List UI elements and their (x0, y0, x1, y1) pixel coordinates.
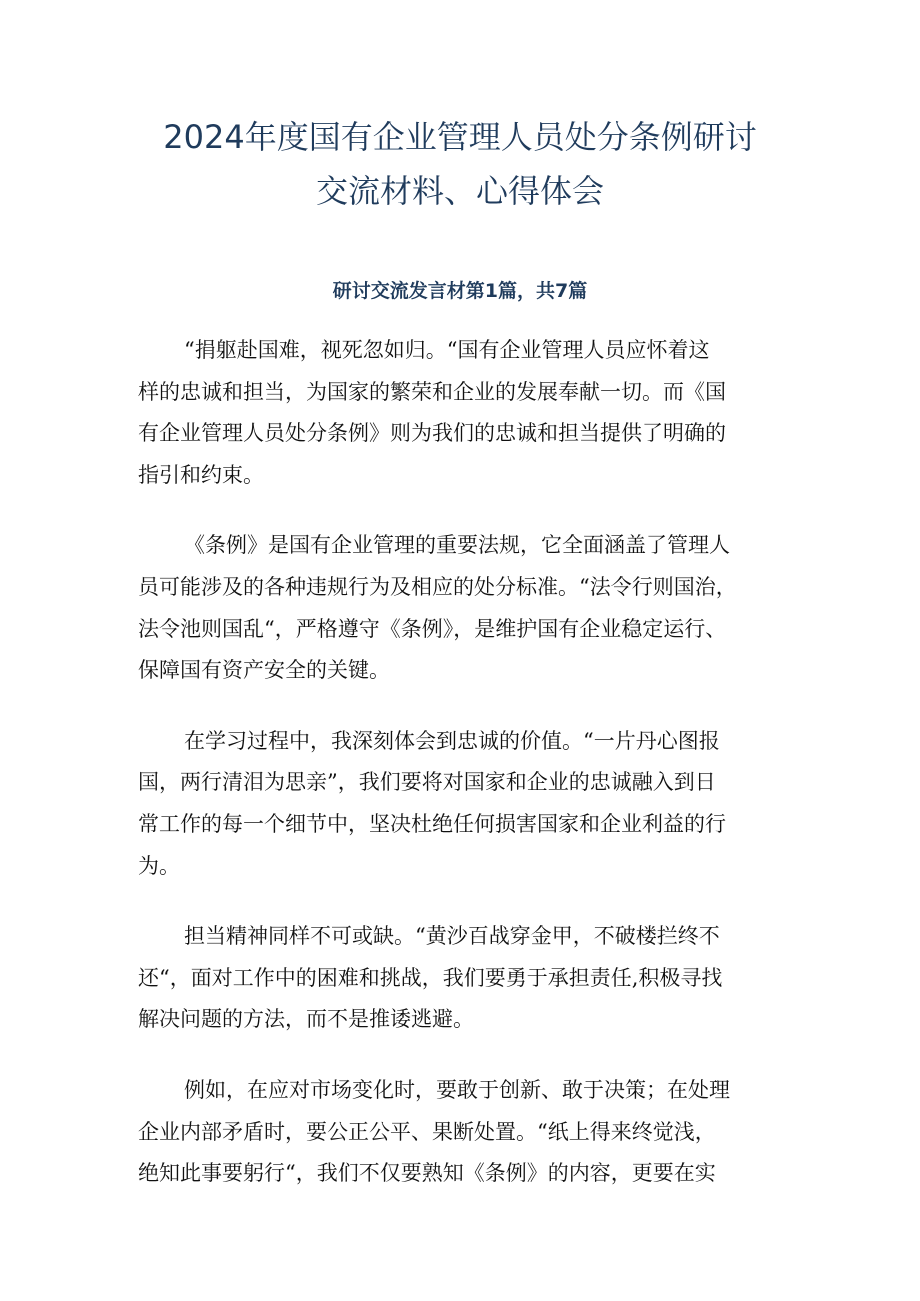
paragraph-line: 在学习过程中，我深刻体会到忠诚的价值。“一片丹心图报 (184, 728, 720, 753)
paragraph-line: 《条例》是国有企业管理的重要法规，它全面涵盖了管理人 (184, 533, 730, 558)
paragraph-line: 有企业管理人员处分条例》则为我们的忠诚和担当提供了明确的 (138, 421, 726, 446)
paragraph-line: 为。 (138, 853, 180, 878)
section-subtitle: 研讨交流发言材第1篇，共7篇 (332, 280, 588, 302)
title-line: 2024年度国有企业管理人员处分条例研讨 (163, 118, 757, 156)
document-title (0, 110, 920, 218)
paragraph (138, 1070, 798, 1195)
paragraph-line: 指引和约束。 (138, 462, 264, 487)
paragraph-line: 担当精神同样不可或缺。“黄沙百战穿金甲，不破楼拦终不 (184, 924, 720, 949)
paragraph-line: 法令池则国乱“，严格遵守《条例》，是维护国有企业稳定运行、 (138, 616, 727, 641)
paragraph-line: 样的忠诚和担当，为国家的繁荣和企业的发展奉献一切。而《国 (138, 379, 726, 404)
title-line: 交流材料、心得体会 (315, 172, 604, 210)
paragraph (138, 721, 798, 887)
paragraph-line: 企业内部矛盾时，要公正公平、果断处置。“纸上得来终觉浅， (138, 1119, 716, 1144)
paragraph-line: 解决问题的方法，而不是推诿逃避。 (138, 1007, 474, 1032)
document-body (138, 330, 798, 1224)
paragraph-line: 员可能涉及的各种违规行为及相应的处分标准。“法令行则国治， (138, 574, 737, 599)
paragraph-line: 绝知此事要躬行“，我们不仅要熟知《条例》的内容，更要在实 (138, 1161, 716, 1186)
paragraph-line: 例如，在应对市场变化时，要敢于创新、敢于决策；在处理 (184, 1077, 730, 1102)
paragraph (138, 525, 798, 691)
paragraph-line: 国，两行清泪为思亲”，我们要将对国家和企业的忠诚融入到日 (138, 770, 716, 795)
paragraph (138, 916, 798, 1041)
paragraph (138, 330, 798, 496)
paragraph-line: 还“，面对工作中的困难和挑战，我们要勇于承担责任,积极寻找 (138, 965, 723, 990)
paragraph-line: “捐躯赴国难，视死忽如归。“国有企业管理人员应怀着这 (184, 338, 710, 362)
paragraph-line: 保障国有资产安全的关键。 (138, 658, 390, 683)
paragraph-line: 常工作的每一个细节中，坚决杜绝任何损害国家和企业利益的行 (138, 811, 726, 836)
